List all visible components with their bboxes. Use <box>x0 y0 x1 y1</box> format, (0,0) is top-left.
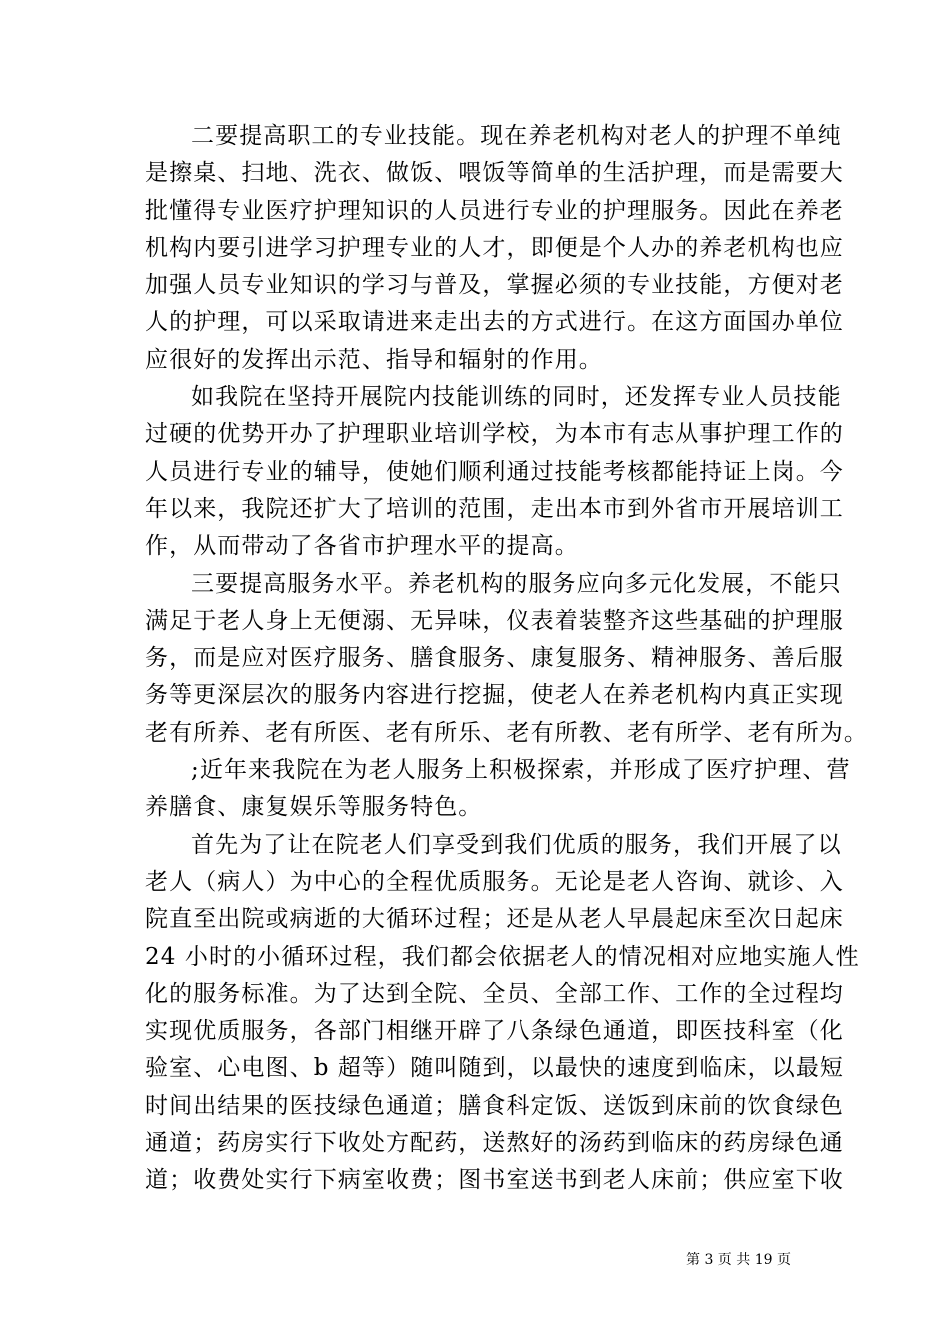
paragraph-line: 养膳食、康复娱乐等服务特色。 <box>145 794 483 821</box>
paragraph-line: 24 小时的小循环过程，我们都会依据老人的情况相对应地实施人性 <box>145 943 860 970</box>
paragraph-line: 老有所养、老有所医、老有所乐、老有所教、老有所学、老有所为。 <box>145 719 868 746</box>
paragraph-line: 机构内要引进学习护理专业的人才，即便是个人办的养老机构也应 <box>145 234 844 261</box>
paragraph-line: 时间出结果的医技绿色通道；膳食科定饭、送饭到床前的饮食绿色 <box>145 1092 844 1119</box>
paragraph-line: 通道；药房实行下收处方配药，送熬好的汤药到临床的药房绿色通 <box>145 1130 844 1157</box>
paragraph-line: 人员进行专业的辅导，使她们顺利通过技能考核都能持证上岗。今 <box>145 458 844 485</box>
paragraph-line: 满足于老人身上无便溺、无异味，仪表着装整齐这些基础的护理服 <box>145 607 844 634</box>
paragraph-line: ;近年来我院在为老人服务上积极探索，并形成了医疗护理、营 <box>191 757 851 784</box>
paragraph-line: 老人（病人）为中心的全程优质服务。无论是老人咨询、就诊、入 <box>145 868 844 895</box>
paragraph-line: 实现优质服务，各部门相继开辟了八条绿色通道，即医技科室（化 <box>145 1018 844 1045</box>
paragraph-line: 应很好的发挥出示范、指导和辐射的作用。 <box>145 346 603 373</box>
paragraph-line: 验室、心电图、b 超等）随叫随到，以最快的速度到临床，以最短 <box>145 1055 845 1082</box>
paragraph-line: 如我院在坚持开展院内技能训练的同时，还发挥专业人员技能 <box>191 384 842 411</box>
paragraph-line: 人的护理，可以采取请进来走出去的方式进行。在这方面国办单位 <box>145 309 844 336</box>
paragraph-line: 是擦桌、扫地、洗衣、做饭、喂饭等简单的生活护理，而是需要大 <box>145 160 844 187</box>
paragraph-line: 院直至出院或病逝的大循环过程；还是从老人早晨起床至次日起床 <box>145 906 844 933</box>
paragraph-line: 务，而是应对医疗服务、膳食服务、康复服务、精神服务、善后服 <box>145 645 844 672</box>
paragraph-line: 二要提高职工的专业技能。现在养老机构对老人的护理不单纯 <box>191 123 842 149</box>
paragraph-line: 化的服务标准。为了达到全院、全员、全部工作、工作的全过程均 <box>145 980 844 1007</box>
paragraph-line: 务等更深层次的服务内容进行挖掘，使老人在养老机构内真正实现 <box>145 682 844 709</box>
page-number-footer: 第 3 页 共 19 页 <box>686 1252 791 1268</box>
paragraph-line: 年以来，我院还扩大了培训的范围，走出本市到外省市开展培训工 <box>145 495 844 522</box>
paragraph-line: 作，从而带动了各省市护理水平的提高。 <box>145 533 579 560</box>
paragraph-line: 道；收费处实行下病室收费；图书室送书到老人床前；供应室下收 <box>145 1167 844 1194</box>
document-body <box>145 118 868 1200</box>
paragraph-line: 批懂得专业医疗护理知识的人员进行专业的护理服务。因此在养老 <box>145 197 844 224</box>
paragraph-line: 过硬的优势开办了护理职业培训学校，为本市有志从事护理工作的 <box>145 421 844 448</box>
paragraph-line: 首先为了让在院老人们享受到我们优质的服务，我们开展了以 <box>191 831 842 858</box>
paragraph-line: 三要提高服务水平。养老机构的服务应向多元化发展，不能只 <box>191 570 842 597</box>
paragraph-line: 加强人员专业知识的学习与普及，掌握必须的专业技能，方便对老 <box>145 272 844 299</box>
